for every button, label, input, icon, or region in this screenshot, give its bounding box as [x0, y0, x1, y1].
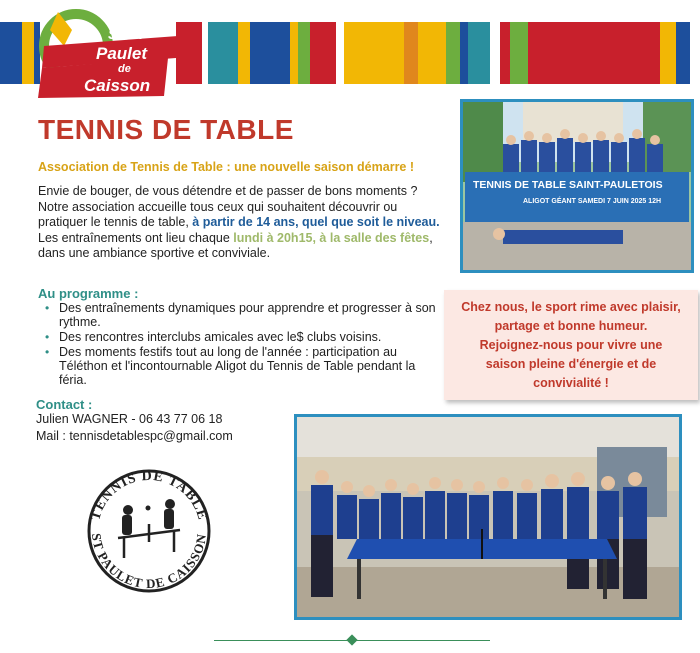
stamp-top-text: TENNIS DE TABLE	[88, 468, 210, 523]
list-item	[44, 345, 440, 387]
quote-box	[444, 290, 698, 400]
ping-pong-stamp-icon	[78, 460, 220, 602]
stamp-bottom-text: ST PAULET DE CAISSON	[88, 532, 210, 592]
contact-name-phone: Julien WAGNER - 06 43 77 06 18	[36, 412, 223, 426]
list-item-text: Des moments festifs tout au long de l'année : participation au Téléthon et l'incontournable Aligot du Tennis de Table pendant la féria.	[59, 345, 416, 387]
page-title: TENNIS DE TABLE	[38, 114, 294, 145]
intro-highlight-age: à partir de 14 ans, quel que soit le niveau.	[192, 215, 440, 229]
logo-text-paulet: Paulet	[96, 44, 148, 63]
contact-heading: Contact :	[36, 397, 93, 412]
page-subtitle: Association de Tennis de Table : une nouvelle saison démarre !	[38, 160, 415, 174]
intro-paragraph-2	[38, 231, 450, 262]
banner-text: TENNIS DE TABLE SAINT-PAULETOIS	[473, 179, 663, 191]
programme-heading: Au programme :	[38, 286, 139, 301]
photo-outdoor-group	[460, 99, 694, 273]
banner-subtext: ALIGOT GÉANT SAMEDI 7 JUIN 2025 12H	[523, 198, 662, 205]
contact-email: Mail : tennisdetablespc@gmail.com	[36, 429, 233, 443]
town-logo	[28, 6, 178, 102]
photo-indoor-group	[294, 414, 682, 620]
bullet-icon: •	[45, 330, 50, 344]
list-item	[44, 330, 440, 344]
list-item	[44, 301, 440, 329]
intro-text	[38, 184, 450, 262]
intro-text-part: , dans une ambiance sportive et conviviale.	[38, 230, 433, 260]
intro-highlight-schedule: lundi à 20h15, à la salle des fêtes	[233, 230, 430, 245]
footer-divider-ornament	[346, 634, 357, 645]
bullet-icon: •	[45, 301, 50, 315]
list-item-text: Des rencontres interclubs amicales avec le$ clubs voisins.	[59, 330, 382, 344]
programme-list	[44, 301, 440, 388]
list-item-text: Des entraînements dynamiques pour apprendre et progresser à son rythme.	[59, 301, 436, 329]
logo-text-de: de	[118, 63, 131, 75]
quote-line: Chez nous, le sport rime avec plaisir,	[461, 300, 681, 314]
intro-text-part: Les entraînements ont lieu chaque	[38, 230, 234, 245]
quote-line: convivialité !	[533, 376, 609, 390]
quote-line: Rejoignez-nous pour vivre une	[479, 338, 663, 352]
svg-text:TENNIS DE TABLE	[88, 469, 210, 522]
logo-text-caisson: Caisson	[84, 76, 151, 95]
quote-line: partage et bonne humeur.	[494, 319, 648, 333]
bullet-icon: •	[45, 345, 50, 359]
quote-line: saison pleine d'énergie et de	[485, 357, 657, 371]
photo-indoor-illustration	[297, 417, 679, 617]
logo-text-saint: Saint	[108, 26, 143, 42]
intro-text-part: Envie de bouger, de vous détendre et de passer de bons moments ? Notre association accueille tous ceux qui souhaitent découvrir ou pratiquer le tennis de table,	[38, 184, 418, 229]
club-stamp-logo	[78, 460, 220, 602]
intro-paragraph-1	[38, 184, 450, 231]
